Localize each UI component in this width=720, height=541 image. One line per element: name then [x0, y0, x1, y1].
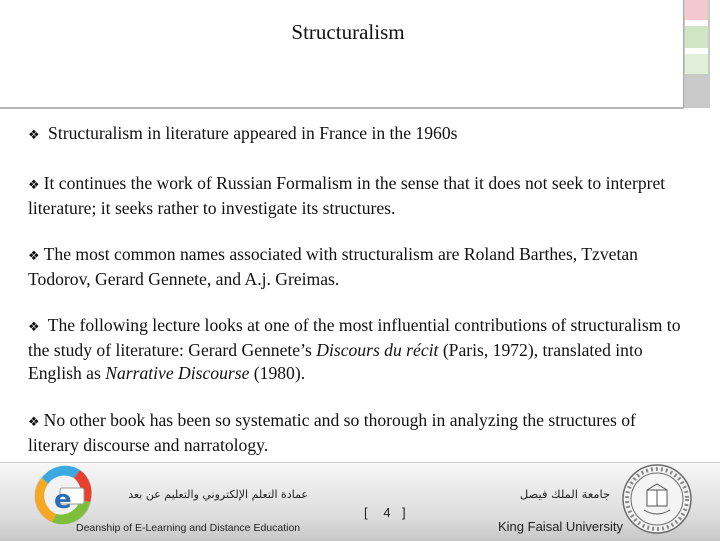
- elearning-logo-icon: [30, 456, 96, 532]
- bullet-item-4: ❖ The following lecture looks at one of the most influential contributions of structuralism to the study of literature: Gerard Gennete’s Discours du récit (Paris, 1972), translated into English as Narrative Discourse (1980).: [28, 315, 681, 383]
- university-seal-icon: [620, 462, 694, 536]
- deanship-arabic-name: عمادة التعلم الإلكتروني والتعليم عن بعد: [128, 488, 308, 501]
- svg-text:e: e: [54, 485, 72, 515]
- diamond-bullet-icon: ❖: [28, 320, 40, 335]
- page-number: [ 4 ]: [364, 505, 406, 520]
- university-arabic-name: جامعة الملك فيصل: [519, 487, 611, 501]
- university-english-name: King Faisal University: [498, 519, 623, 534]
- slide-title: Structuralism: [291, 20, 405, 44]
- title-divider: [0, 107, 684, 109]
- bullet-item-3: ❖ The most common names associated with structuralism are Roland Barthes, Tzvetan Todorov, Gerard Gennete, and A.j. Greimas.: [28, 244, 638, 289]
- diamond-bullet-icon: ❖: [28, 128, 40, 143]
- diamond-bullet-icon: ❖: [28, 178, 40, 193]
- corner-decoration: [685, 0, 708, 74]
- diamond-bullet-icon: ❖: [28, 249, 40, 264]
- bullet-item-1: ❖ Structuralism in literature appeared in France in the 1960s: [28, 123, 458, 143]
- bullet-item-2: ❖ It continues the work of Russian Formalism in the sense that it does not seek to interpret literature; it seeks rather to investigate its structures.: [28, 173, 666, 218]
- diamond-bullet-icon: ❖: [28, 415, 40, 430]
- bullet-item-5: ❖ No other book has been so systematic and so thorough in analyzing the structures of literary discourse and narratology.: [28, 410, 636, 455]
- deanship-english-name: Deanship of E-Learning and Distance Education: [76, 522, 301, 534]
